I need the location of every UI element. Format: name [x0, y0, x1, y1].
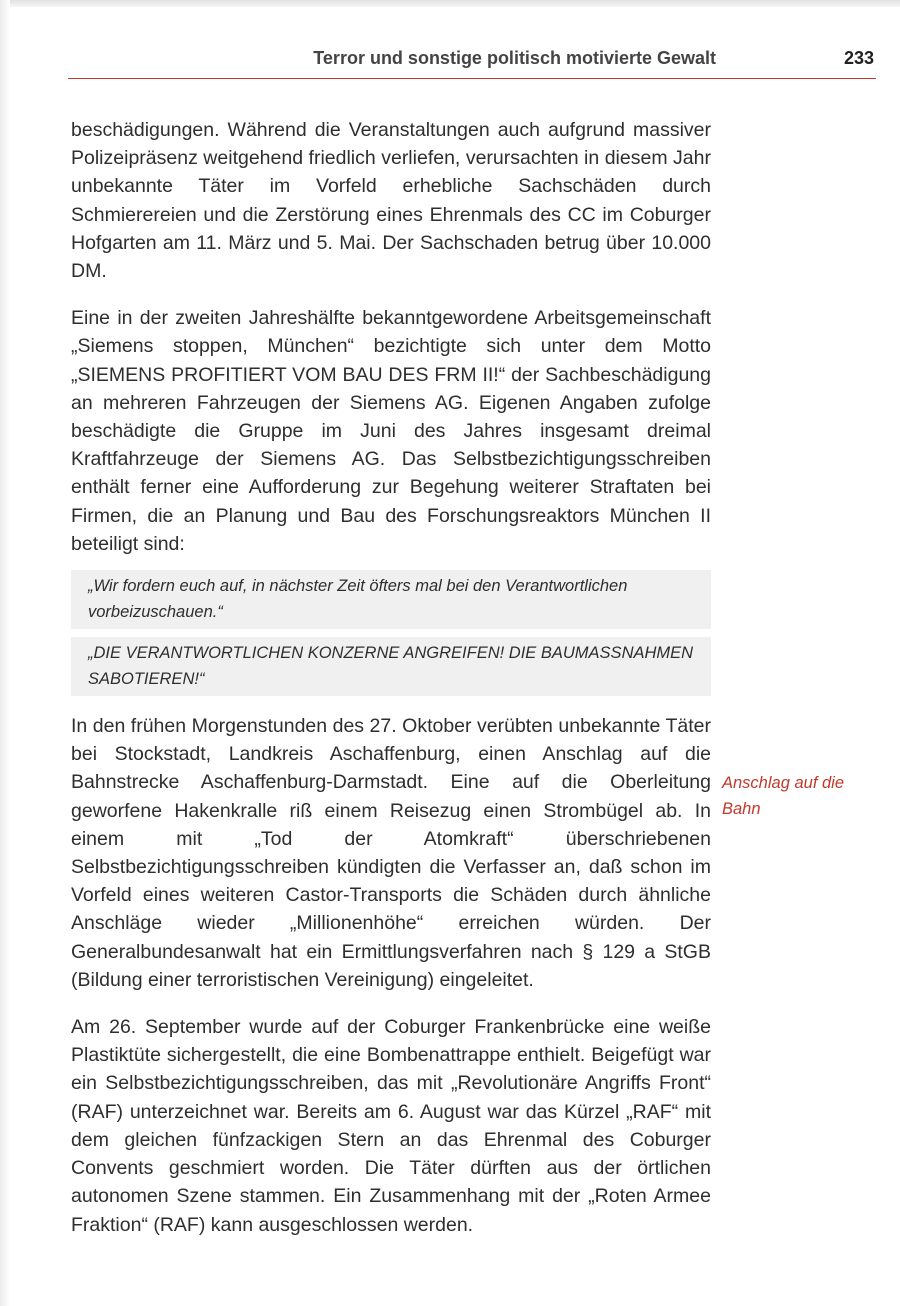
paragraph: beschädigungen. Während die Veranstaltungen auch aufgrund massiver Polizeipräsenz weitgehend friedlich verliefen, verursachten in diesem Jahr unbekannte Täter im Vorfeld erhebliche Sachschäden durch Schmierereien und die Zerstörung eines Ehrenmals des CC im Coburger Hofgarten am 11. März und 5. Mai. Der Sachschaden betrug über 10.000 DM.	[71, 119, 711, 283]
block-quote: „DIE VERANTWORTLICHEN KONZERNE ANGREIFEN! DIE BAUMASSNAHMEN SABOTIEREN!“	[71, 637, 711, 696]
block-quote: „Wir fordern euch auf, in nächster Zeit öfters mal bei den Verantwortlichen vorbeizuschauen.“	[71, 570, 711, 629]
paragraph: Am 26. September wurde auf der Coburger Frankenbrücke eine weiße Plastiktüte sichergestellt, die eine Bombenattrappe enthielt. Beigefügt war ein Selbstbezichtigungsschreiben, das mit „Revolutionäre Angriffs Front“ (RAF) unterzeichnet war. Bereits am 6. August war das Kürzel „RAF“ mit dem gleichen fünfzackigen Stern an das Ehrenmal des Coburger Convents geschmiert worden. Die Täter dürften aus der örtlichen autonomen Szene stammen. Ein Zusammenhang mit der „Roten Armee Fraktion“ (RAF) kann ausgeschlossen werden.	[71, 1016, 711, 1236]
paragraph: Eine in der zweiten Jahreshälfte bekanntgewordene Arbeitsgemeinschaft „Siemens stoppen, München“ bezichtigte sich unter dem Motto „SIEMENS PROFITIERT VOM BAU DES FRM II!“ der Sachbeschädigung an mehreren Fahrzeugen der Siemens AG. Eigenen Angaben zufolge beschädigte die Gruppe im Juni des Jahres insgesamt dreimal Kraftfahrzeuge der Siemens AG. Das Selbstbezichtigungsschreiben enthält ferner eine Aufforderung zur Begehung weiterer Straftaten bei Firmen, die an Planung und Bau des Forschungsreaktors München II beteiligt sind:	[71, 307, 711, 555]
page-number: 233	[843, 48, 874, 68]
body-text	[71, 116, 711, 1239]
page-left-edge	[0, 0, 10, 1306]
running-header-title: Terror und sonstige politisch motivierte Gewalt	[313, 48, 716, 68]
paragraph: In den frühen Morgenstunden des 27. Oktober verübten unbekannte Täter bei Stockstadt, Landkreis Aschaffenburg, einen Anschlag auf die Bahnstrecke Aschaffenburg-Darmstadt. Eine auf die Oberleitung geworfene Hakenkralle riß einem Reisezug einen Strombügel ab. In einem mit „Tod der Atomkraft“ überschriebenen Selbstbezichtigungsschreiben kündigten die Verfasser an, daß schon im Vorfeld eines weiteren Castor-Transports die Schäden durch ähnliche Anschläge wieder „Millionenhöhe“ erreichen würden. Der Generalbundesanwalt hat ein Ermittlungsverfahren nach § 129 a StGB (Bildung einer terroristischen Vereinigung) eingeleitet.	[71, 715, 711, 991]
page-top-edge	[0, 0, 900, 7]
margin-note: Anschlag auf die Bahn	[722, 774, 845, 818]
running-header	[68, 44, 876, 79]
